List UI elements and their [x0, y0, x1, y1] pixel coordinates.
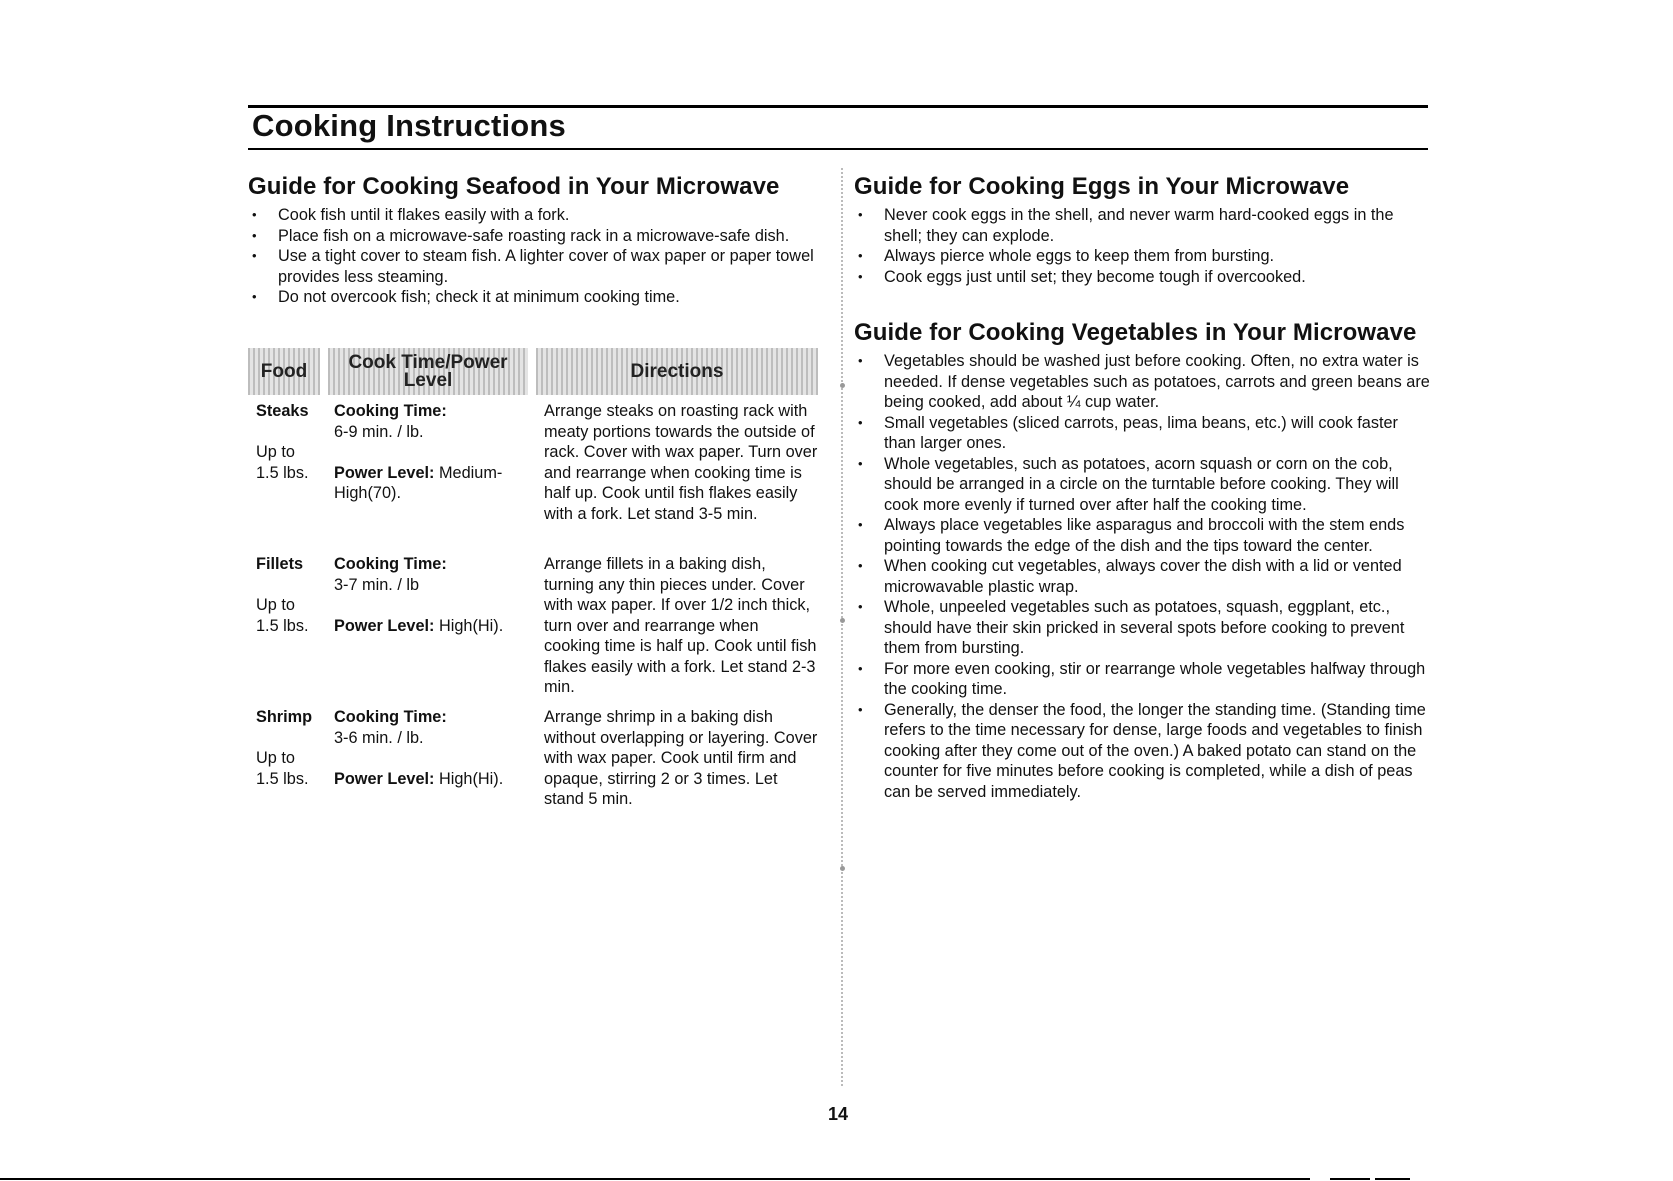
power-level-label: Power Level: [334, 463, 435, 482]
table-row [248, 554, 818, 696]
cooking-time-value: 3-6 min. / lb. [334, 728, 424, 747]
list-item: • Cook eggs just until set; they become tough if overcooked. [854, 267, 1434, 288]
bottom-rule-fragment [1375, 1178, 1410, 1180]
list-item: • Always place vegetables like asparagus and broccoli with the stem ends pointing towards the edge of the dish and the tips toward the center. [854, 515, 1434, 556]
food-cell [256, 554, 331, 636]
list-item: • For more even cooking, stir or rearrange whole vegetables halfway through the cooking time. [854, 659, 1434, 700]
seafood-section [248, 173, 828, 308]
eggs-section [854, 173, 1434, 287]
list-item: • Whole vegetables, such as potatoes, acorn squash or corn on the cob, should be arranged in a circle on the turntable before cooking. They will cook more evenly if turned over after half the cooking time. [854, 454, 1434, 516]
amount-label: Up to [256, 443, 295, 461]
registration-mark [840, 866, 845, 871]
cooking-time-label: Cooking Time: [334, 708, 447, 726]
power-level-label: Power Level: [334, 616, 435, 635]
list-item: • Whole, unpeeled vegetables such as potatoes, squash, eggplant, etc., should have their skin pricked in several spots before cooking to prevent them from bursting. [854, 597, 1434, 659]
cook-time-cell [334, 554, 534, 636]
list-item: • Generally, the denser the food, the longer the standing time. (Standing time refers to the time necessary for dense, large foods and vegetables to finish cooking after they come out of the oven.) A baked potato can stand on the counter for five minutes before cooking is completed, while a dish of peas can be served immediately. [854, 700, 1434, 803]
food-name: Shrimp [256, 708, 313, 726]
list-item: • Do not overcook fish; check it at minimum cooking time. [248, 287, 828, 308]
list-item: • Small vegetables (sliced carrots, peas, lima beans, etc.) will cook faster than larger ones. [854, 413, 1434, 454]
list-item: • Always pierce whole eggs to keep them from bursting. [854, 246, 1434, 267]
seafood-heading: Guide for Cooking Seafood in Your Microwave [248, 173, 780, 200]
amount-value: 1.5 lbs. [256, 769, 309, 788]
directions-cell: Arrange steaks on roasting rack with meaty portions towards the outside of rack. Cover with wax paper. Turn over and rearrange when cooking time is half up. Cook until fish flakes easily with a fork. Let stand 3-5 min. [544, 402, 818, 523]
cooking-time-value: 3-7 min. / lb [334, 575, 420, 594]
directions-cell: Arrange fillets in a baking dish, turning any thin pieces under. Cover with wax paper. If over 1/2 inch thick, turn over and rearrange when cooking time is half up. Cook until fish flakes easily with a fork. Let stand 2-3 min. [544, 555, 817, 696]
power-level-value: High(Hi). [438, 616, 504, 635]
header-directions: Directions [536, 348, 818, 395]
cook-time-cell [334, 401, 534, 504]
bottom-rule-fragment [1330, 1178, 1370, 1180]
amount-value: 1.5 lbs. [256, 616, 309, 635]
vegetables-section [854, 319, 1434, 802]
list-item: • Place fish on a microwave-safe roasting rack in a microwave-safe dish. [248, 226, 828, 247]
food-cell [256, 401, 331, 483]
title-underline-rule [248, 148, 1428, 150]
power-level-value: Medium-High(70). [334, 463, 503, 502]
amount-label: Up to [256, 596, 295, 614]
table-row [248, 707, 818, 808]
list-item: • Never cook eggs in the shell, and never warm hard-cooked eggs in the shell; they can explode. [854, 205, 1434, 246]
seafood-bullet-list [248, 205, 828, 308]
right-column [854, 173, 1434, 802]
vegetables-heading: Guide for Cooking Vegetables in Your Microwave [854, 319, 1417, 346]
header-cook-time: Cook Time/Power Level [328, 348, 528, 395]
food-name: Fillets [256, 555, 304, 573]
cook-time-cell [334, 707, 534, 789]
table-header [248, 348, 818, 395]
directions-cell: Arrange shrimp in a baking dish without overlapping or layering. Cover with wax paper. Cook until firm and opaque, stirring 2 or 3 times. Let stand 5 min. [544, 708, 818, 808]
cooking-time-label: Cooking Time: [334, 555, 447, 573]
cooking-time-value: 6-9 min. / lb. [334, 422, 424, 441]
page-number: 14 [828, 1104, 849, 1124]
power-level-value: High(Hi). [438, 769, 504, 788]
amount-value: 1.5 lbs. [256, 463, 309, 482]
power-level-label: Power Level: [334, 769, 435, 788]
cooking-time-label: Cooking Time: [334, 402, 447, 420]
list-item: • Vegetables should be washed just before cooking. Often, no extra water is needed. If dense vegetables such as potatoes, carrots and green beans are being cooked, add about ¼ cup water. [854, 351, 1434, 413]
seafood-table [248, 348, 818, 808]
eggs-bullet-list [854, 205, 1434, 287]
list-item: • Cook fish until it flakes easily with a fork. [248, 205, 828, 226]
page-title: Cooking Instructions [252, 108, 566, 143]
eggs-heading: Guide for Cooking Eggs in Your Microwave [854, 173, 1350, 200]
list-item: • Use a tight cover to steam fish. A lighter cover of wax paper or paper towel provides less steaming. [248, 246, 828, 287]
amount-label: Up to [256, 749, 295, 767]
food-name: Steaks [256, 402, 309, 420]
registration-mark [840, 383, 845, 388]
header-food: Food [248, 348, 320, 395]
vegetables-bullet-list [854, 351, 1434, 802]
food-cell [256, 707, 331, 789]
column-divider [841, 168, 843, 1086]
registration-mark [840, 618, 845, 623]
list-item: • When cooking cut vegetables, always cover the dish with a lid or vented microwavable plastic wrap. [854, 556, 1434, 597]
bottom-rule [0, 1178, 1310, 1180]
table-row [248, 401, 818, 534]
